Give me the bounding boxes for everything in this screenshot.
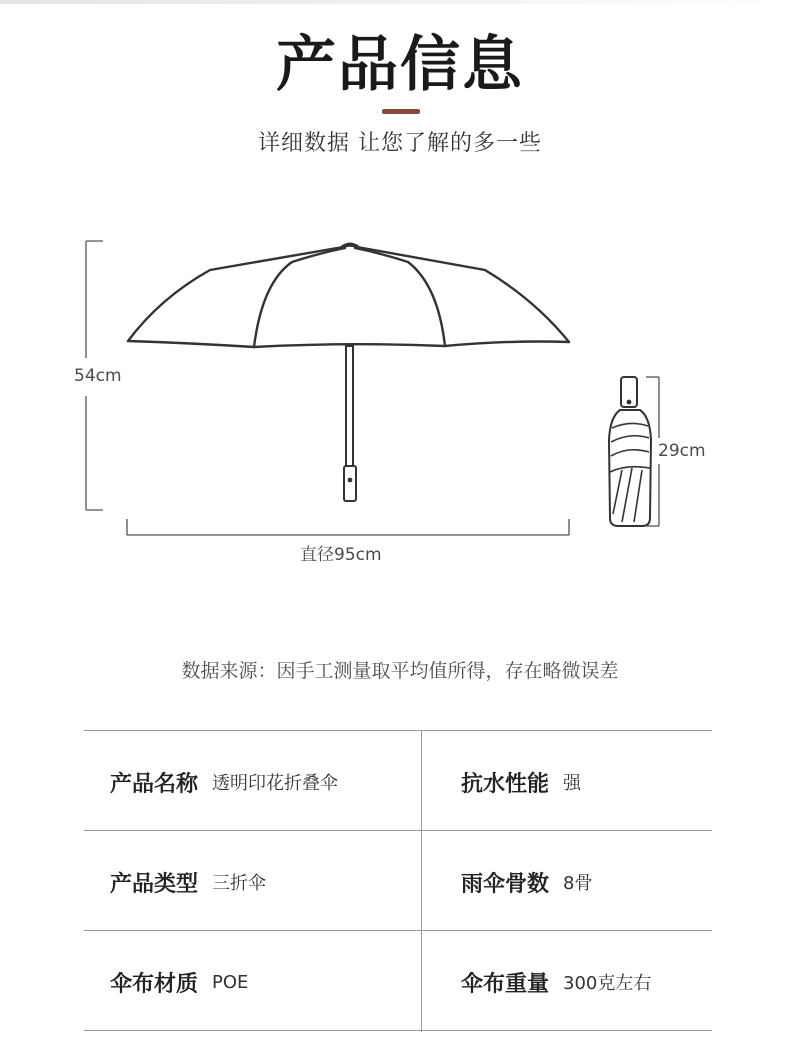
spec-label: 伞布重量 bbox=[461, 971, 550, 997]
spec-value: 透明印花折叠伞 bbox=[212, 773, 339, 794]
spec-row-product-type bbox=[110, 832, 266, 932]
diameter-bracket bbox=[127, 519, 569, 535]
spec-value: 300克左右 bbox=[563, 973, 652, 994]
table-divider bbox=[84, 730, 712, 731]
page-subtitle: 详细数据 让您了解的多一些 bbox=[258, 131, 542, 156]
spec-value: 8骨 bbox=[563, 873, 593, 894]
spec-label: 雨伞骨数 bbox=[461, 871, 550, 897]
spec-row-rib-count bbox=[461, 832, 592, 932]
folded-length-label: 29cm bbox=[658, 441, 706, 461]
spec-row-fabric-weight bbox=[461, 932, 651, 1032]
spec-row-water-resistance bbox=[461, 732, 581, 832]
spec-row-product-name bbox=[110, 732, 338, 832]
spec-value: 强 bbox=[563, 773, 582, 794]
umbrella-handle bbox=[344, 466, 356, 501]
measurement-note: 数据来源：因手工测量取平均值所得，存在略微误差 bbox=[181, 660, 619, 682]
open-umbrella-icon bbox=[128, 244, 569, 347]
spec-row-fabric-material bbox=[110, 932, 248, 1032]
page-title: 产品信息 bbox=[276, 30, 524, 100]
spec-table bbox=[84, 730, 712, 1032]
umbrella-shaft bbox=[346, 346, 353, 468]
spec-value: 三折伞 bbox=[212, 873, 267, 894]
spec-label: 伞布材质 bbox=[110, 971, 199, 997]
table-column-divider bbox=[421, 730, 422, 1032]
diameter-label: 直径95cm bbox=[300, 545, 382, 565]
spec-label: 产品类型 bbox=[110, 871, 199, 897]
spec-value: POE bbox=[212, 971, 249, 993]
spec-label: 抗水性能 bbox=[461, 771, 550, 797]
spec-label: 产品名称 bbox=[110, 771, 199, 797]
open-height-label: 54cm bbox=[74, 366, 122, 386]
folded-umbrella-icon bbox=[609, 377, 651, 526]
